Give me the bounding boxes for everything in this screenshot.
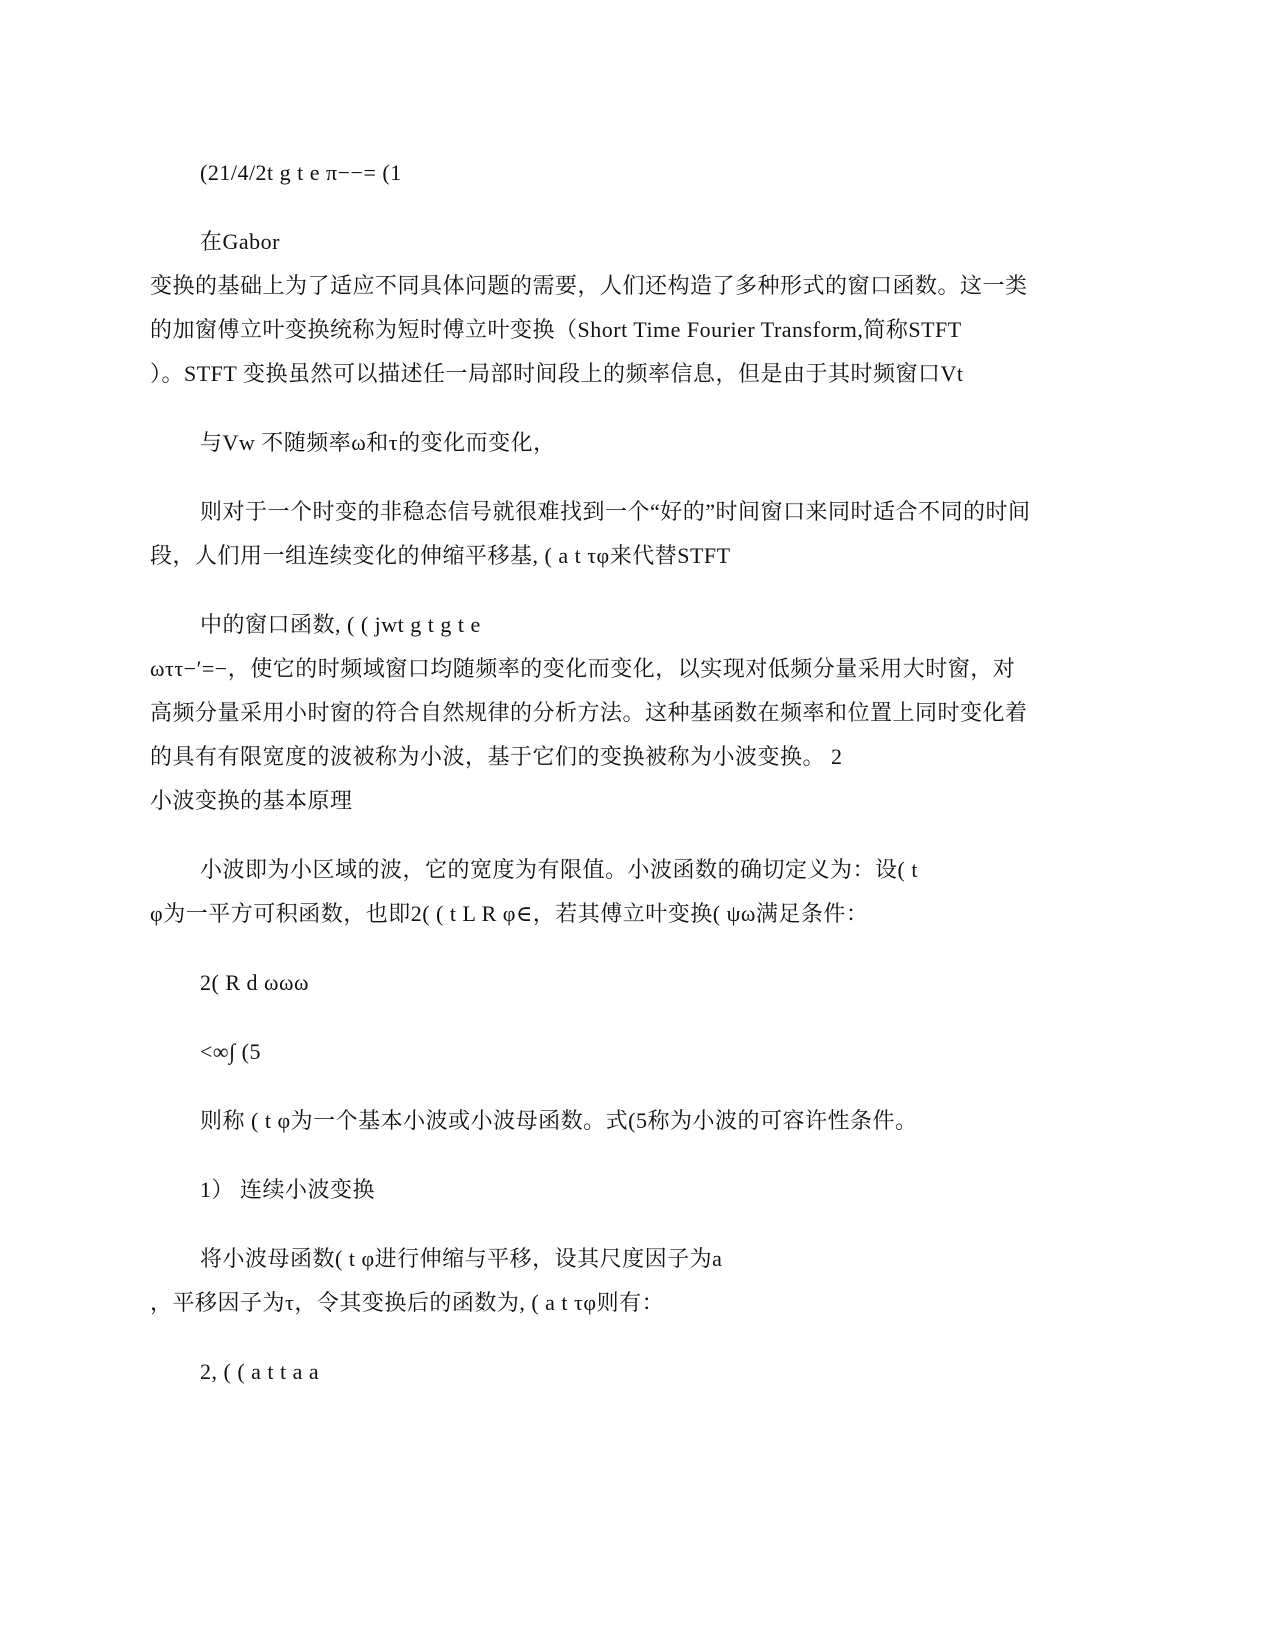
paragraph-line: 的加窗傅立叶变换统称为短时傅立叶变换（Short Time Fourier Transform,简称STFT [150, 317, 962, 342]
paragraph-line: 段，人们用一组连续变化的伸缩平移基, ( a t τφ来代替STFT [150, 543, 731, 568]
paragraph-line: ，平移因子为τ，令其变换后的函数为, ( a t τφ则有： [150, 1290, 665, 1315]
paragraph-line: ωττ−′=−，使它的时频域窗口均随频率的变化而变化，以实现对低频分量采用大时窗，对 [150, 656, 1016, 681]
equation-line: <∞∫ (5 [200, 1039, 261, 1064]
equation-line: 2, ( ( a t t a a [200, 1359, 320, 1384]
paragraph-line: ）。STFT 变换虽然可以描述任一局部时间段上的频率信息，但是由于其时频窗口Vt [150, 361, 964, 386]
paragraph-line: 则称 ( t φ为一个基本小波或小波母函数。式(5称为小波的可容许性条件。 [200, 1108, 918, 1133]
paragraph-line: 将小波母函数( t φ进行伸缩与平移，设其尺度因子为a [200, 1246, 723, 1271]
paragraph-line: 小波即为小区域的波，它的宽度为有限值。小波函数的确切定义为：设( t [200, 857, 918, 882]
paragraph-line: 与Vw 不随频率ω和τ的变化而变化， [200, 430, 556, 455]
paragraph-line: 变换的基础上为了适应不同具体问题的需要，人们还构造了多种形式的窗口函数。这一类 [150, 273, 1028, 298]
paragraph-line: 的具有有限宽度的波被称为小波，基于它们的变换被称为小波变换。 2 [150, 744, 843, 769]
subsection-heading: 1） 连续小波变换 [200, 1177, 376, 1202]
section-heading: 小波变换的基本原理 [150, 788, 353, 813]
paragraph-line: φ为一平方可积函数，也即2( ( t L R φ∈，若其傅立叶变换( ψω满足条件： [150, 901, 869, 926]
equation-line: 2( R d ωωω [200, 970, 309, 995]
equation-line: (21/4/2t g t e π−−= (1 [200, 160, 402, 185]
paragraph-line: 在Gabor [200, 229, 280, 254]
paragraph-line: 则对于一个时变的非稳态信号就很难找到一个“好的”时间窗口来同时适合不同的时间 [200, 499, 1031, 524]
paragraph-line: 高频分量采用小时窗的符合自然规律的分析方法。这种基函数在频率和位置上同时变化着 [150, 700, 1028, 725]
paragraph-line: 中的窗口函数, ( ( jwt g t g t e [200, 612, 481, 637]
